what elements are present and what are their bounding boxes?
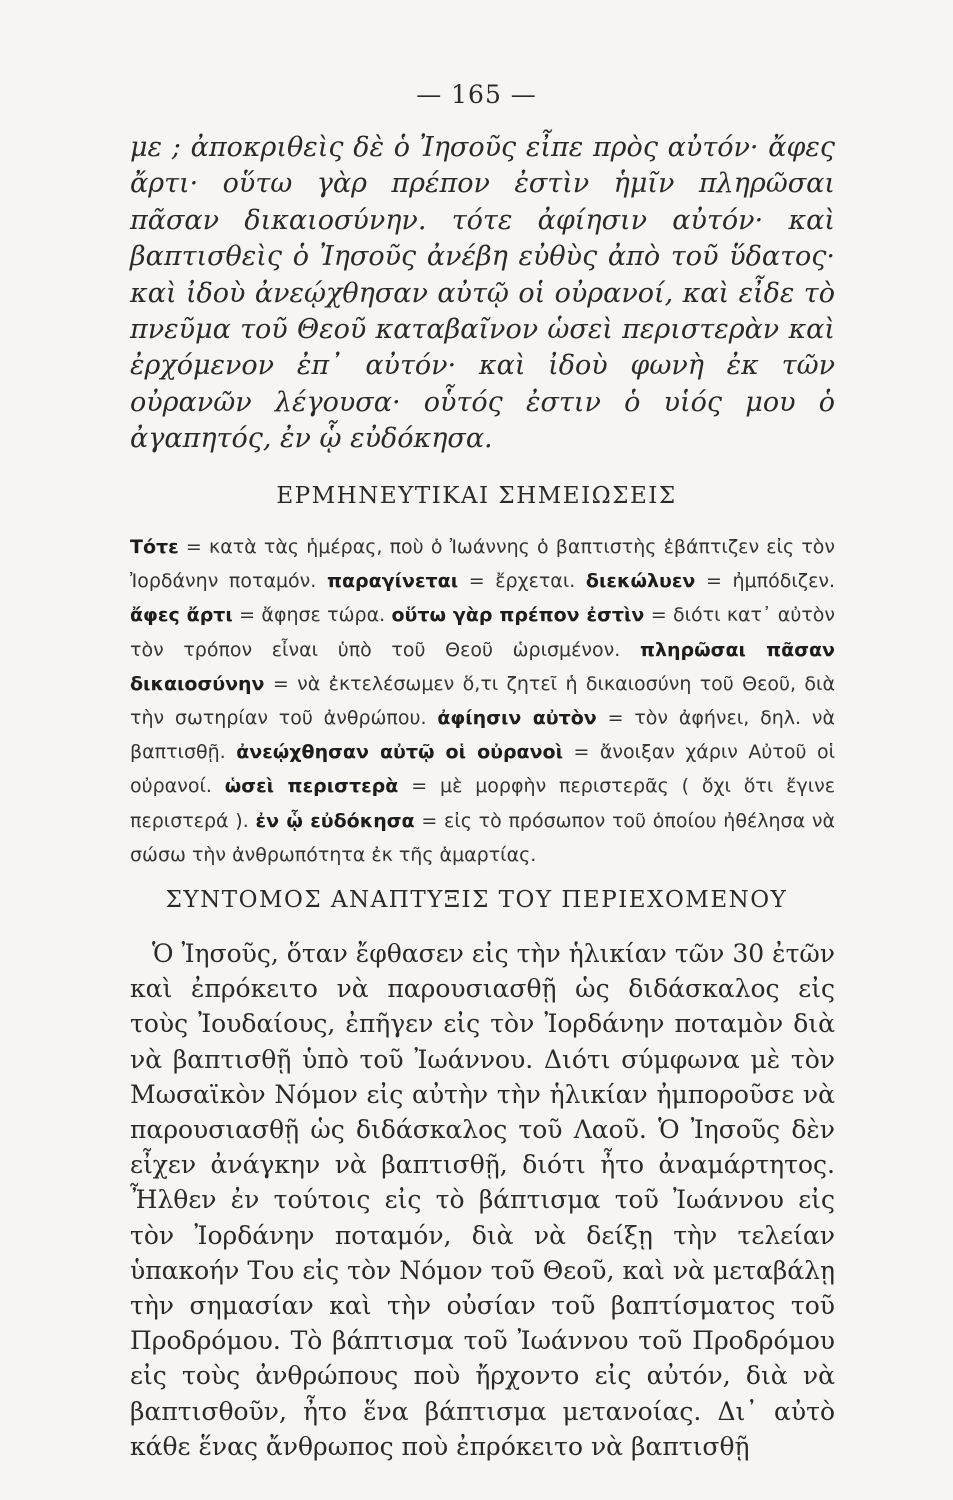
note-term: παραγίνεται [326,570,459,593]
notes-heading: ΕΡΜΗΝΕΥΤΙΚΑΙ ΣΗΜΕΙΩΣΕΙΣ [276,483,677,509]
note-term: πληρῶσαι πᾶσαν δικαιοσύνην [130,638,836,695]
note-term: ἀφίησιν αὐτὸν [437,707,597,730]
explanatory-notes [130,530,835,872]
note-definition: = ἠμπόδιζεν. [695,570,835,593]
note-term: ἄφες ἄρτι [130,604,233,627]
summary-heading: ΣΥΝΤΟΜΟΣ ΑΝΑΠΤΥΞΙΣ ΤΟΥ ΠΕΡΙΕΧΟΜΕΝΟΥ [165,887,788,913]
note-definition: = μὲ μορφὴν περιστερᾶς ( ὄχι ὅτι ἔγινε περιστερά ). [130,775,836,832]
note-term: ἐν ᾧ εὐδόκησα [255,809,415,832]
note-term: Τότε [130,536,179,558]
scripture-text: με ; ἀποκριθεὶς δὲ ὁ Ἰησοῦς εἶπε πρὸς αὐτόν· ἄφες ἄρτι· οὕτω γὰρ πρέπον ἐστὶν ἡμῖν πληρῶσαι πᾶσαν δικαιοσύνην. τότε ἀφίησιν αὐτόν· καὶ βαπτισθεὶς ὁ Ἰησοῦς ἀνέβη εὐθὺς ἀπὸ τοῦ ὕδατος· καὶ ἰδοὺ ἀνεῴχθησαν αὐτῷ οἱ οὐρανοί, καὶ εἶδε τὸ πνεῦμα τοῦ Θεοῦ καταβαῖνον ὡσεὶ περιστερὰν καὶ ἐρχόμενον ἐπ᾽ αὐτόν· καὶ ἰδοὺ φωνὴ ἐκ τῶν οὐρανῶν λέγουσα· οὗτός ἐστιν ὁ υἱός μου ὁ ἀγαπητός, ἐν ᾧ εὐδόκησα. [130,132,835,455]
note-term: διεκώλυεν [585,570,696,593]
note-definition: = ἄφησε τώρα. [232,604,392,627]
note-term: ὡσεὶ περιστερὰ [224,775,399,798]
note-definition: = κατὰ τὰς ἡμέρας, ποὺ ὁ Ἰωάννης ὁ βαπτιστὴς ἐβάπτιζεν εἰς τὸν Ἰορδάνην ποταμόν. [130,536,835,593]
page-number: — 165 — [416,80,537,109]
note-term: οὕτω γὰρ πρέπον ἐστὶν [391,604,645,627]
note-definition: = διότι κατ᾽ αὐτὸν τὸν τρόπον εἶναι ὑπὸ τοῦ Θεοῦ ὡρισμένον. [130,604,836,661]
content-summary [130,936,835,1464]
note-definition: = ἄνοιξαν χάριν Αὐτοῦ οἱ οὐρανοί. [130,741,835,798]
notes-paragraph [130,530,835,872]
scripture-passage [130,130,835,458]
note-definition: = εἰς τὸ πρόσωπον τοῦ ὁποίου ἠθέλησα νὰ σώσω τὴν ἀνθρωπότητα ἐκ τῆς ἁμαρτίας. [130,809,835,866]
summary-text: Ὁ Ἰησοῦς, ὅταν ἔφθασεν εἰς τὴν ἡλικίαν τῶν 30 ἐτῶν καὶ ἐπρόκειτο νὰ παρουσιασθῇ ὡς διδάσκαλος εἰς τοὺς Ἰουδαίους, ἐπῆγεν εἰς τὸν Ἰορδάνην ποταμὸν διὰ νὰ βαπτισθῇ ὑπὸ τοῦ Ἰωάννου. Διότι σύμφωνα μὲ τὸν Μωσαϊκὸν Νόμον εἰς αὐτὴν τὴν ἡλικίαν ἠμποροῦσε νὰ παρουσιασθῇ ὡς διδάσκαλος τοῦ Λαοῦ. Ὁ Ἰησοῦς δὲν εἶχεν ἀνάγκην νὰ βαπτισθῇ, διότι ἦτο ἀναμάρτητος. Ἦλθεν ἐν τούτοις εἰς τὸ βάπτισμα τοῦ Ἰωάννου εἰς τὸν Ἰορδάνην ποταμόν, διὰ νὰ δείξῃ τὴν τελείαν ὑπακοήν Του εἰς τὸν Νόμον τοῦ Θεοῦ, καὶ νὰ μεταβάλῃ τὴν σημασίαν καὶ τὴν οὐσίαν τοῦ βαπτίσματος τοῦ Προδρόμου. Τὸ βάπτισμα τοῦ Ἰωάννου τοῦ Προδρόμου εἰς τοὺς ἀνθρώπους ποὺ ἤρχοντο εἰς αὐτόν, διὰ νὰ βαπτισθοῦν, ἦτο ἕνα βάπτισμα μετανοίας. Δι᾽ αὐτὸ κάθε ἕνας ἄνθρωπος ποὺ ἐπρόκειτο νὰ βαπτισθῇ [130,939,835,1461]
note-definition: = ἔρχεται. [458,570,586,593]
note-definition: = νὰ ἐκτελέσωμεν ὅ,τι ζητεῖ ἡ δικαιοσύνη τοῦ Θεοῦ, διὰ τὴν σωτηρίαν τοῦ ἀνθρώπου. [130,672,835,730]
note-term: ἀνεῴχθησαν αὐτῷ οἱ οὐρανοὶ [236,741,564,764]
note-definition: = τὸν ἀφήνει, δηλ. νὰ βαπτισθῇ. [130,707,836,764]
